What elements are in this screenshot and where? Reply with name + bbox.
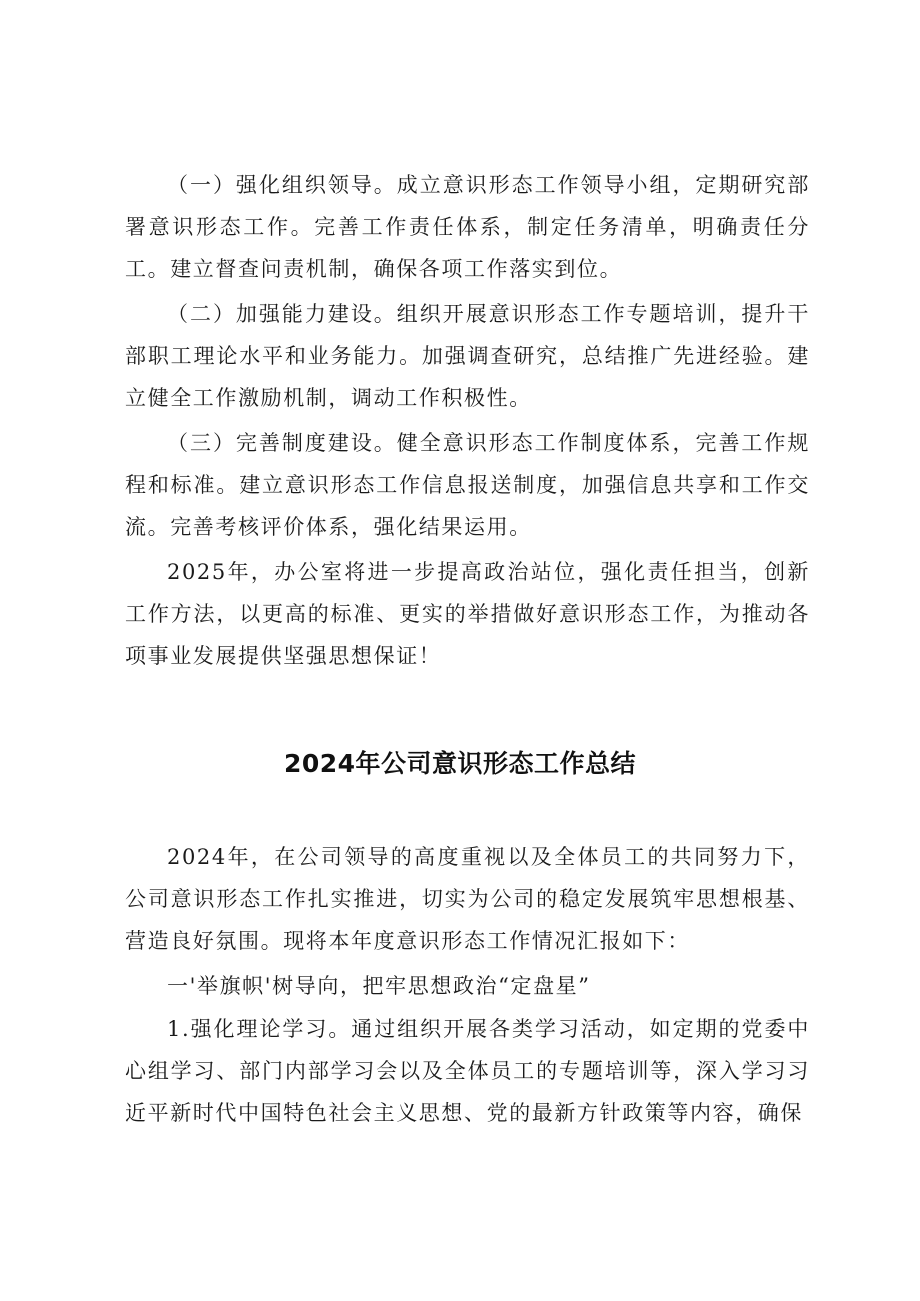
paragraph-2025-outlook: 2025年，办公室将进一步提高政治站位，强化责任担当，创新工作方法，以更高的标准、更实的举措做好意识形态工作，为推动各项事业发展提供坚强思想保证！ xyxy=(125,560,810,668)
document-title: 2024年公司意识形态工作总结 xyxy=(283,749,637,778)
paragraph-intro: 2024年，在公司领导的高度重视以及全体员工的共同努力下，公司意识形态工作扎实推进，切实为公司的稳定发展筑牢思想根基、营造良好氛围。现将本年度意识形态工作情况汇报如下： xyxy=(125,845,810,953)
section-heading-1: 一'举旗帜'树导向，把牢思想政治“定盘星” xyxy=(167,974,591,998)
paragraph-theory-study: 1.强化理论学习。通过组织开展各类学习活动，如定期的党委中心组学习、部门内部学习会以及全体员工的专题培训等，深入学习习近平新时代中国特色社会主义思想、党的最新方针政策等内容，确保 xyxy=(125,1017,810,1125)
paragraph-system-building: （三）完善制度建设。健全意识形态工作制度体系，完善工作规程和标准。建立意识形态工作信息报送制度，加强信息共享和工作交流。完善考核评价体系，强化结果运用。 xyxy=(125,431,810,539)
paragraph-capability-building: （二）加强能力建设。组织开展意识形态工作专题培训，提升干部职工理论水平和业务能力。加强调查研究，总结推广先进经验。建立健全工作激励机制，调动工作积极性。 xyxy=(125,302,810,410)
paragraph-organization-leadership: （一）强化组织领导。成立意识形态工作领导小组，定期研究部署意识形态工作。完善工作责任体系，制定任务清单，明确责任分工。建立督查问责机制，确保各项工作落实到位。 xyxy=(125,173,810,281)
